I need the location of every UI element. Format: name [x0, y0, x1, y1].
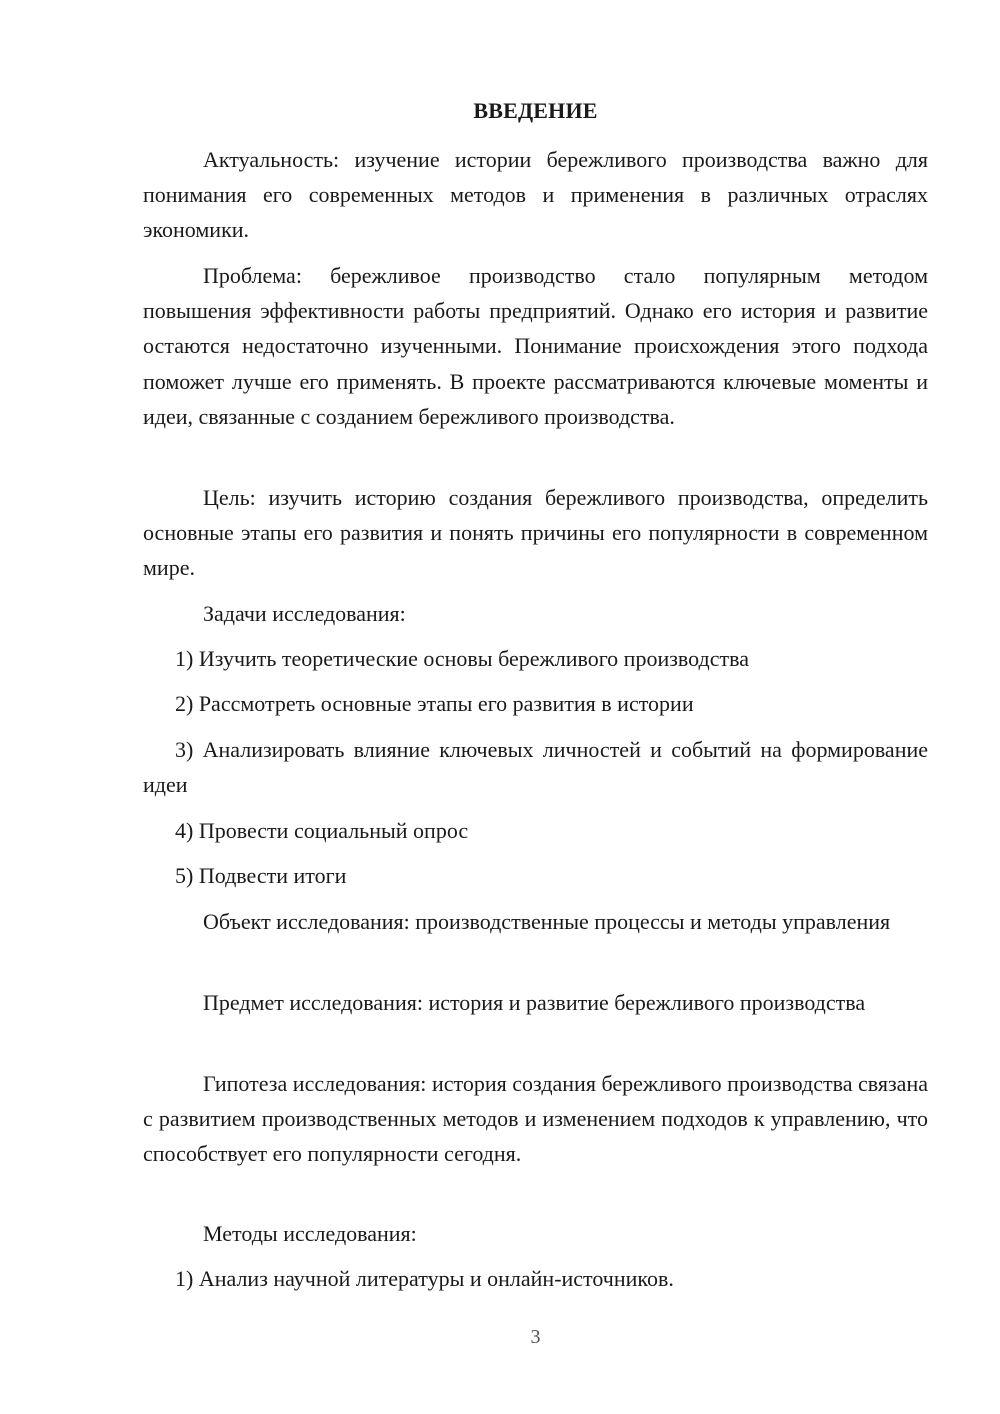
- hypothesis-paragraph: Гипотеза исследования: история создания бережливого производства связана с развитием производственных методов и изменением подходов к управлению, что способствует его популярности сегодня.: [143, 1071, 928, 1167]
- task-item-3: 3) Анализировать влияние ключевых личностей и событий на формирование идеи: [143, 737, 928, 798]
- page-number: 3: [530, 1326, 541, 1348]
- methods-heading: Методы исследования:: [203, 1221, 417, 1246]
- tasks-heading: Задачи исследования:: [203, 601, 406, 626]
- problem-paragraph: Проблема: бережливое производство стало популярным методом повышения эффективности работы предприятий. Однако его история и развитие остаются недостаточно изученными. Понимание происхождения этого подхода поможет лучше его применять. В проекте рассматриваются ключевые моменты и идеи, связанные с созданием бережливого производства.: [143, 263, 928, 429]
- task-item-2: 2) Рассмотреть основные этапы его развития в истории: [175, 691, 694, 716]
- task-item-4: 4) Провести социальный опрос: [175, 818, 469, 843]
- object-paragraph: Объект исследования: производственные процессы и методы управления: [203, 909, 891, 934]
- section-heading: ВВЕДЕНИЕ: [473, 98, 598, 123]
- task-item-5: 5) Подвести итоги: [175, 863, 347, 888]
- subject-paragraph: Предмет исследования: история и развитие бережливого производства: [203, 990, 866, 1015]
- goal-paragraph: Цель: изучить историю создания бережливого производства, определить основные этапы его развития и понять причины его популярности в современном мире.: [143, 485, 928, 581]
- task-item-1: 1) Изучить теоретические основы бережливого производства: [175, 646, 749, 671]
- method-item-1: 1) Анализ научной литературы и онлайн-источников.: [175, 1266, 674, 1291]
- document-page: [143, 0, 928, 1414]
- relevance-paragraph: Актуальность: изучение истории бережливого производства важно для понимания его современных методов и применения в различных отраслях экономики.: [143, 147, 928, 243]
